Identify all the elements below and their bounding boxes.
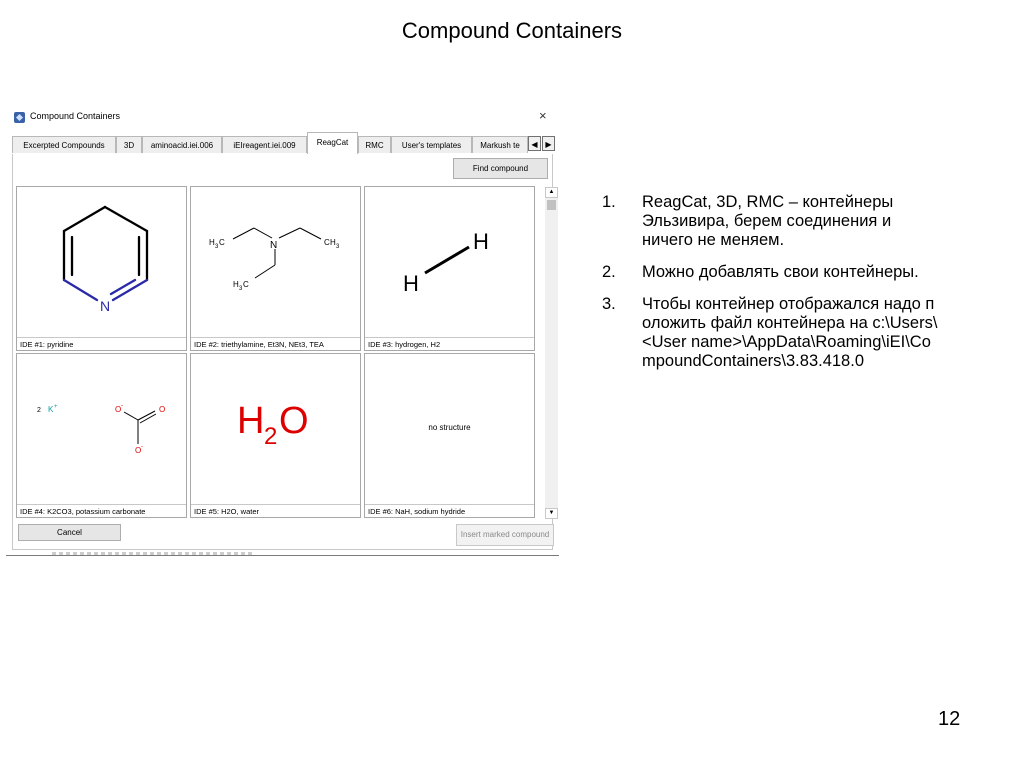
note-number: 3. [602, 295, 616, 313]
tab-markush[interactable]: Markush te [472, 136, 528, 153]
atom-label: - [141, 444, 143, 450]
atom-label: H [233, 280, 239, 289]
compound-cell-triethylamine[interactable] [190, 186, 361, 351]
atom-label: H [403, 271, 419, 296]
tab-aminoacid[interactable]: aminoacid.iei.006 [142, 136, 222, 153]
atom-label: + [54, 404, 58, 410]
atom-label: C [243, 280, 249, 289]
no-structure-label: no structure [428, 423, 471, 432]
atom-label: 2 [264, 423, 278, 450]
atom-label: H [330, 238, 336, 247]
atom-label: O [115, 405, 122, 414]
scrollbar-thumb[interactable] [547, 200, 556, 210]
vertical-scrollbar[interactable] [545, 187, 558, 519]
dialog-title: Compound Containers [30, 111, 121, 121]
page-number: 12 [938, 708, 961, 730]
compound-cell-hydrogen[interactable] [364, 186, 535, 351]
note-text: Можно добавлять свои контейнеры. [642, 263, 919, 281]
slide-title: Compound Containers [401, 18, 623, 43]
potassium-carbonate-structure [17, 354, 186, 504]
atom-label: - [121, 403, 123, 409]
note-text: Чтобы контейнер отображался надо положить файл контейнера на c:\Users\<User name>\AppData\Roaming\iEI\CompoundContainers\3.83.418.0 [642, 295, 938, 370]
compound-caption: IDE #6: NaH, sodium hydride [365, 504, 534, 517]
atom-label: N [270, 240, 278, 251]
atom-label: 2 [37, 407, 41, 414]
hydrogen-structure [365, 187, 534, 337]
atom-label: K [48, 405, 54, 414]
atom-label: 3 [215, 244, 219, 250]
note-item [602, 193, 942, 250]
compound-caption: IDE #5: H2O, water [191, 504, 360, 517]
atom-label: H [209, 238, 215, 247]
tab-users-templates[interactable]: User's templates [391, 136, 472, 153]
tab-ieireagent[interactable]: iEIreagent.iei.009 [222, 136, 307, 153]
compound-cell-sodium-hydride[interactable] [364, 353, 535, 518]
insert-marked-compound-button[interactable]: Insert marked compound [456, 524, 554, 546]
compound-cell-pyridine[interactable] [16, 186, 187, 351]
pyridine-structure [17, 187, 186, 337]
compound-caption: IDE #4: K2CO3, potassium carbonate [17, 504, 186, 517]
compound-caption: IDE #1: pyridine [17, 337, 186, 350]
tab-rmc[interactable]: RMC [358, 136, 391, 153]
compound-caption: IDE #3: hydrogen, H2 [365, 337, 534, 350]
compound-containers-dialog [6, 103, 559, 556]
tab-scroll-right-icon[interactable]: ▶ [542, 136, 555, 151]
tab-scroll-left-icon[interactable]: ◀ [528, 136, 541, 151]
note-number: 1. [602, 193, 616, 211]
dialog-titlebar [6, 103, 559, 131]
cancel-button[interactable]: Cancel [18, 524, 121, 541]
close-icon[interactable]: × [539, 108, 547, 123]
app-icon [14, 112, 25, 123]
compound-caption: IDE #2: triethylamine, Et3N, NEt3, TEA [191, 337, 360, 350]
atom-label: O [279, 400, 309, 442]
atom-label: C [324, 238, 330, 247]
note-text: ReagCat, 3D, RMC – контейнеры Эльзивира, берем соединения и ничего не меняем. [642, 193, 894, 249]
find-compound-button[interactable]: Find compound [453, 158, 548, 179]
note-number: 2. [602, 263, 616, 281]
notes-list [602, 193, 942, 384]
atom-label: O [159, 405, 166, 414]
atom-label: C [219, 238, 225, 247]
water-structure [191, 354, 360, 504]
background-window-text [52, 552, 252, 555]
scroll-down-icon[interactable]: ▼ [545, 508, 558, 519]
compound-cell-water[interactable] [190, 353, 361, 518]
triethylamine-structure [191, 187, 360, 337]
note-item [602, 295, 942, 371]
tab-3d[interactable]: 3D [116, 136, 142, 153]
tab-excerpted-compounds[interactable]: Excerpted Compounds [12, 136, 116, 153]
atom-label: N [99, 298, 111, 314]
atom-label: H [237, 400, 265, 442]
tab-bar [12, 132, 552, 155]
atom-label: 3 [239, 286, 243, 292]
atom-label: H [473, 229, 489, 254]
reagcat-panel [12, 154, 553, 550]
atom-label: 3 [336, 244, 340, 250]
scroll-up-icon[interactable]: ▲ [545, 187, 558, 198]
note-item [602, 263, 942, 282]
atom-label: O [135, 446, 142, 455]
tab-reagcat[interactable]: ReagCat [307, 132, 358, 154]
compound-cell-potassium-carbonate[interactable] [16, 353, 187, 518]
